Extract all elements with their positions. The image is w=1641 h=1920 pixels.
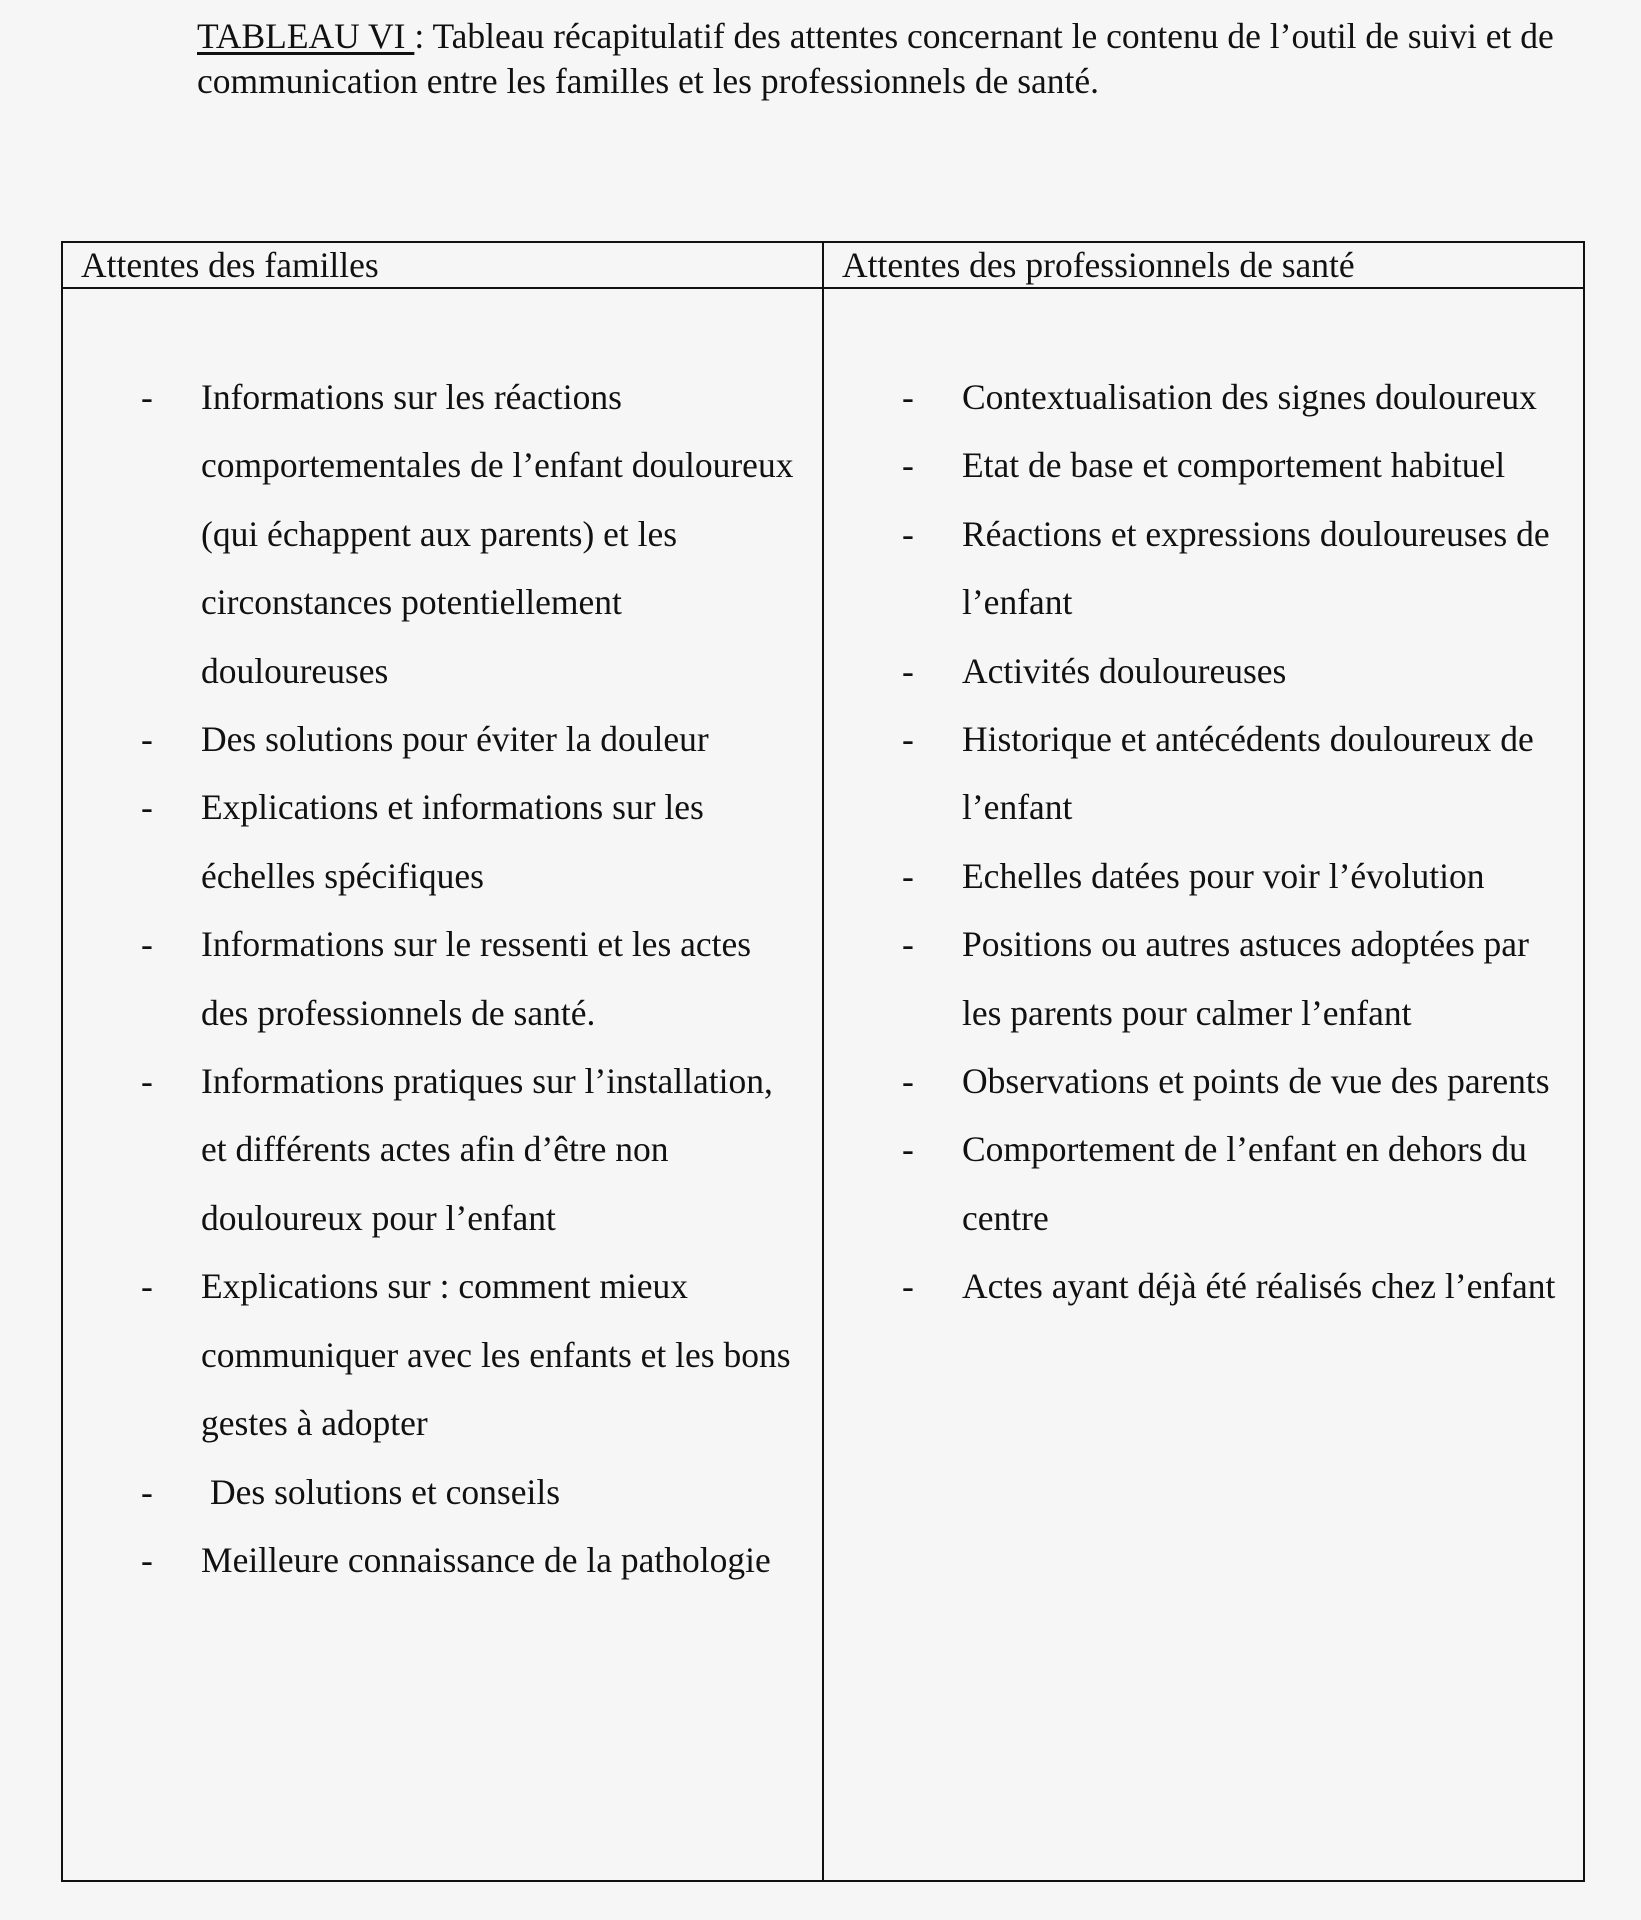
dash-bullet: -	[902, 1061, 914, 1102]
list-item	[824, 1252, 1583, 1320]
dash-bullet: -	[902, 855, 914, 896]
dash-bullet: -	[902, 719, 914, 760]
item-text: Historique et antécédents douloureux de l’enfant	[962, 719, 1534, 828]
item-text: Informations sur le ressenti et les actes des professionnels de santé.	[201, 924, 752, 1033]
item-text: Contextualisation des signes douloureux	[962, 377, 1537, 417]
list-item	[63, 1526, 822, 1594]
item-text: Etat de base et comportement habituel	[962, 445, 1506, 486]
dash-bullet: -	[902, 924, 914, 965]
list-item	[63, 363, 822, 705]
item-text: Réactions et expressions douloureuses de l’enfant	[962, 513, 1550, 623]
list-item	[63, 1047, 822, 1252]
caption-text: : Tableau récapitulatif des attentes concernant le contenu de l’outil de suivi et de communication entre les familles et les professionnels de santé.	[197, 16, 1554, 101]
dash-bullet: -	[141, 377, 153, 417]
item-text: Positions ou autres astuces adoptées par les parents pour calmer l’enfant	[962, 924, 1529, 1033]
list-item	[63, 910, 822, 1047]
dash-bullet: -	[141, 1539, 153, 1580]
dash-bullet: -	[902, 1129, 914, 1170]
list-item	[824, 705, 1583, 842]
list-item	[824, 910, 1583, 1047]
item-text: Informations pratiques sur l’installation, et différents actes afin d’être non douloureux pour l’enfant	[201, 1061, 773, 1238]
item-text: Echelles datées pour voir l’évolution	[962, 855, 1485, 896]
item-text: Explications et informations sur les échelles spécifiques	[201, 787, 704, 896]
header-professionals: Attentes des professionnels de santé	[823, 242, 1584, 288]
families-list	[63, 289, 822, 1594]
list-item	[824, 842, 1583, 910]
item-text: Informations sur les réactions comportementales de l’enfant douloureux (qui échappent aux parents) et les circonstances potentiellement douloureuses	[201, 377, 794, 691]
caption-label: TABLEAU VI	[197, 16, 415, 56]
dash-bullet: -	[902, 377, 914, 417]
dash-bullet: -	[141, 924, 153, 965]
dash-bullet: -	[902, 445, 914, 486]
item-text: Meilleure connaissance de la pathologie	[201, 1539, 771, 1580]
list-item	[824, 431, 1583, 499]
list-item	[824, 1047, 1583, 1115]
professionals-cell	[823, 288, 1584, 1881]
list-item	[824, 1115, 1583, 1252]
dash-bullet: -	[141, 787, 153, 828]
table-header-row	[62, 242, 1584, 288]
table-body-row	[62, 288, 1584, 1881]
dash-bullet: -	[141, 1471, 153, 1512]
expectations-table-container	[61, 241, 1585, 1882]
list-item	[63, 1252, 822, 1457]
dash-bullet: -	[902, 513, 914, 554]
item-text: Observations et points de vue des parents	[962, 1061, 1550, 1102]
list-item	[63, 773, 822, 910]
dash-bullet: -	[902, 650, 914, 691]
item-text: Comportement de l’enfant en dehors du centre	[962, 1129, 1527, 1238]
list-item	[63, 1458, 822, 1526]
list-item	[824, 363, 1583, 431]
item-text: Actes ayant déjà été réalisés chez l’enfant	[962, 1266, 1556, 1307]
list-item	[824, 500, 1583, 637]
dash-bullet: -	[141, 719, 153, 760]
professionals-list	[824, 289, 1583, 1321]
table-caption	[197, 14, 1577, 104]
item-text: Activités douloureuses	[962, 650, 1287, 691]
item-text: Des solutions pour éviter la douleur	[201, 719, 709, 760]
dash-bullet: -	[902, 1266, 914, 1307]
dash-bullet: -	[141, 1061, 153, 1102]
list-item	[63, 705, 822, 773]
header-families: Attentes des familles	[62, 242, 823, 288]
list-item	[824, 637, 1583, 705]
expectations-table	[61, 241, 1585, 1882]
item-text: Explications sur : comment mieux communiquer avec les enfants et les bons gestes à adopter	[201, 1266, 791, 1444]
families-cell	[62, 288, 823, 1881]
dash-bullet: -	[141, 1266, 153, 1307]
item-text: Des solutions et conseils	[210, 1471, 561, 1512]
